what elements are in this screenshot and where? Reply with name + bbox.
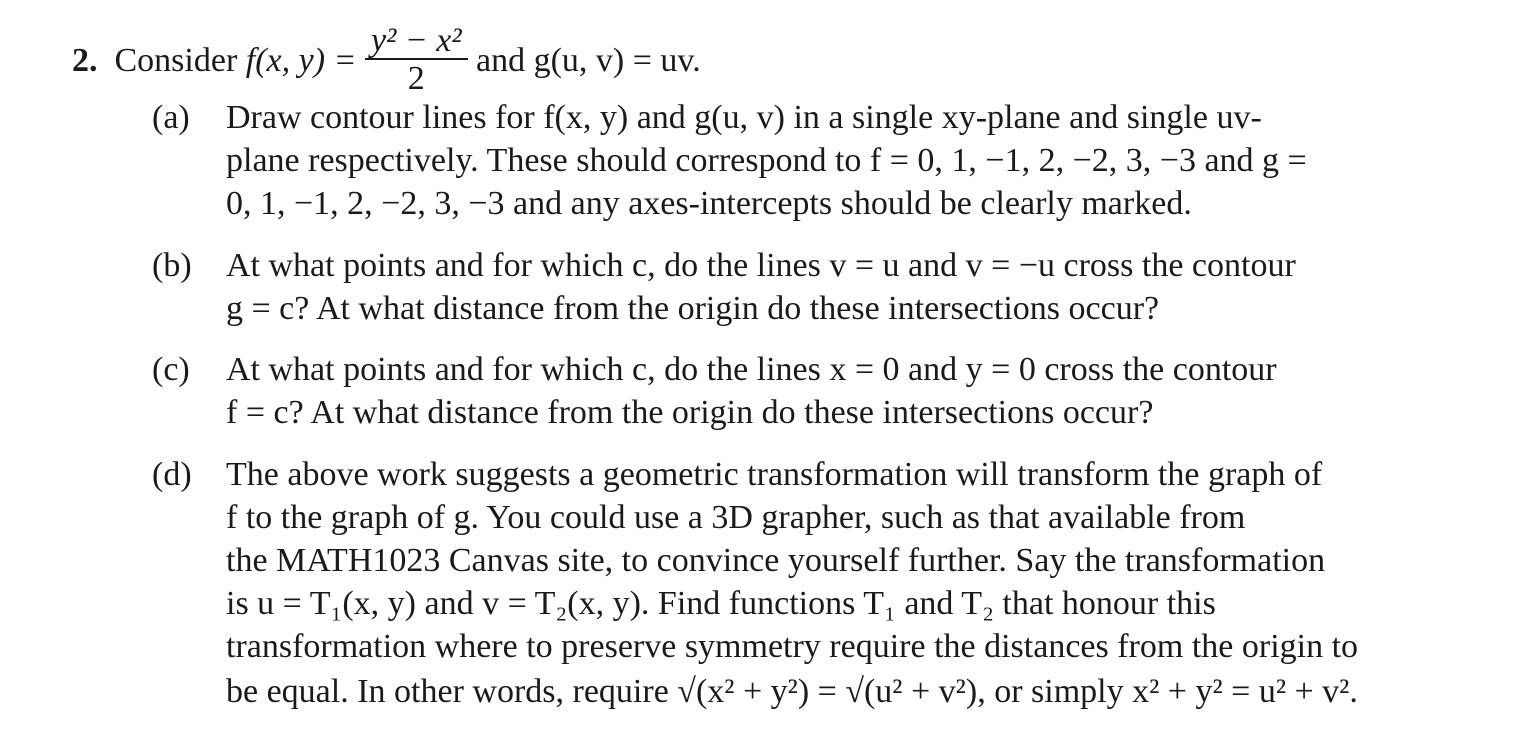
part-b-label: (b) [152, 247, 192, 284]
problem-number: 2. [72, 41, 98, 79]
part-a-label: (a) [152, 99, 190, 136]
f-denominator: 2 [365, 58, 468, 98]
part-c-line-1: At what points and for which c, do the lines x = 0 and y = 0 cross the contour [226, 351, 1277, 388]
part-d-label: (d) [152, 456, 192, 493]
part-d-line-1: The above work suggests a geometric transformation will transform the graph of [226, 456, 1323, 493]
f-fraction [365, 24, 468, 98]
f-numerator: y² − x² [371, 22, 462, 59]
intro-suffix: and g(u, v) = uv. [476, 41, 701, 79]
part-c-line-2: f = c? At what distance from the origin do these intersections occur? [226, 394, 1154, 431]
part-d-line-2: f to the graph of g. You could use a 3D grapher, such as that available from [226, 499, 1246, 536]
intro-prefix: Consider [114, 41, 238, 79]
part-c-label: (c) [152, 351, 190, 388]
part-d-line-3: the MATH1023 Canvas site, to convince yourself further. Say the transformation [226, 542, 1326, 579]
part-a-line-2: plane respectively. These should correspond to f = 0, 1, −1, 2, −2, 3, −3 and g = [226, 142, 1307, 179]
f-definition: f(x, y) = [245, 41, 357, 79]
part-a-line-3: 0, 1, −1, 2, −2, 3, −3 and any axes-intercepts should be clearly marked. [226, 185, 1192, 222]
part-d-line-4: is u = T₁(x, y) and v = T₂(x, y). Find functions T₁ and T₂ that honour this [226, 585, 1216, 622]
part-d-line-6: be equal. In other words, require √(x² + y²) = √(u² + v²), or simply x² + y² = u² + v². [226, 673, 1358, 710]
problem-statement [72, 22, 701, 100]
part-b-line-1: At what points and for which c, do the lines v = u and v = −u cross the contour [226, 247, 1296, 284]
part-d-line-5: transformation where to preserve symmetry require the distances from the origin to [226, 628, 1359, 665]
part-a-line-1: Draw contour lines for f(x, y) and g(u, v) in a single xy-plane and single uv- [226, 99, 1262, 136]
part-b-line-2: g = c? At what distance from the origin do these intersections occur? [226, 290, 1160, 327]
